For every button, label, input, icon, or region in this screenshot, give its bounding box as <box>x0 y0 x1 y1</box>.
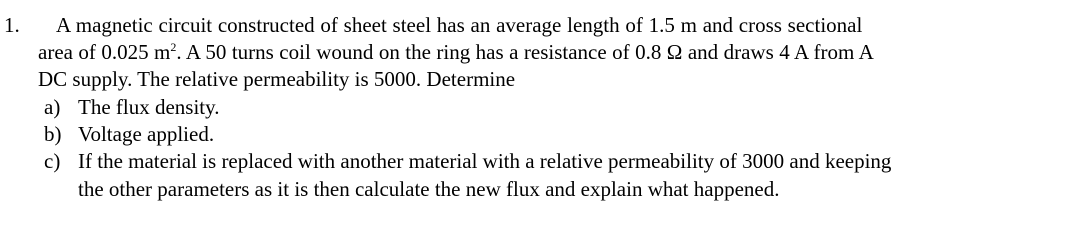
stem-line-2 <box>38 39 874 65</box>
sub-question-label: b) <box>44 122 62 146</box>
sub-question-b <box>44 121 214 147</box>
sub-question-a <box>44 94 220 120</box>
square-meter-exponent: 2 <box>170 40 177 54</box>
stem-line-3: DC supply. The relative permeability is 5000. Determine <box>38 67 516 91</box>
sub-question-c <box>44 148 891 174</box>
question-number: 1. <box>4 13 20 37</box>
sub-question-text: Voltage applied. <box>78 122 215 146</box>
sub-question-text: The flux density. <box>78 95 220 119</box>
sub-question-c-continuation: the other parameters as it is then calculate the new flux and explain what happened. <box>78 177 780 201</box>
sub-question-label: c) <box>44 149 61 173</box>
sub-question-text: If the material is replaced with another material with a relative permeability of 3000 and keeping <box>78 149 892 173</box>
stem-line-2-text: area of 0.025 m <box>38 40 171 64</box>
stem-line-1: A magnetic circuit constructed of sheet steel has an average length of 1.5 m and cross sectional <box>56 13 863 37</box>
stem-line-2-rest: . A 50 turns coil wound on the ring has a resistance of 0.8 Ω and draws 4 A from A <box>176 40 874 64</box>
sub-question-label: a) <box>44 95 61 119</box>
